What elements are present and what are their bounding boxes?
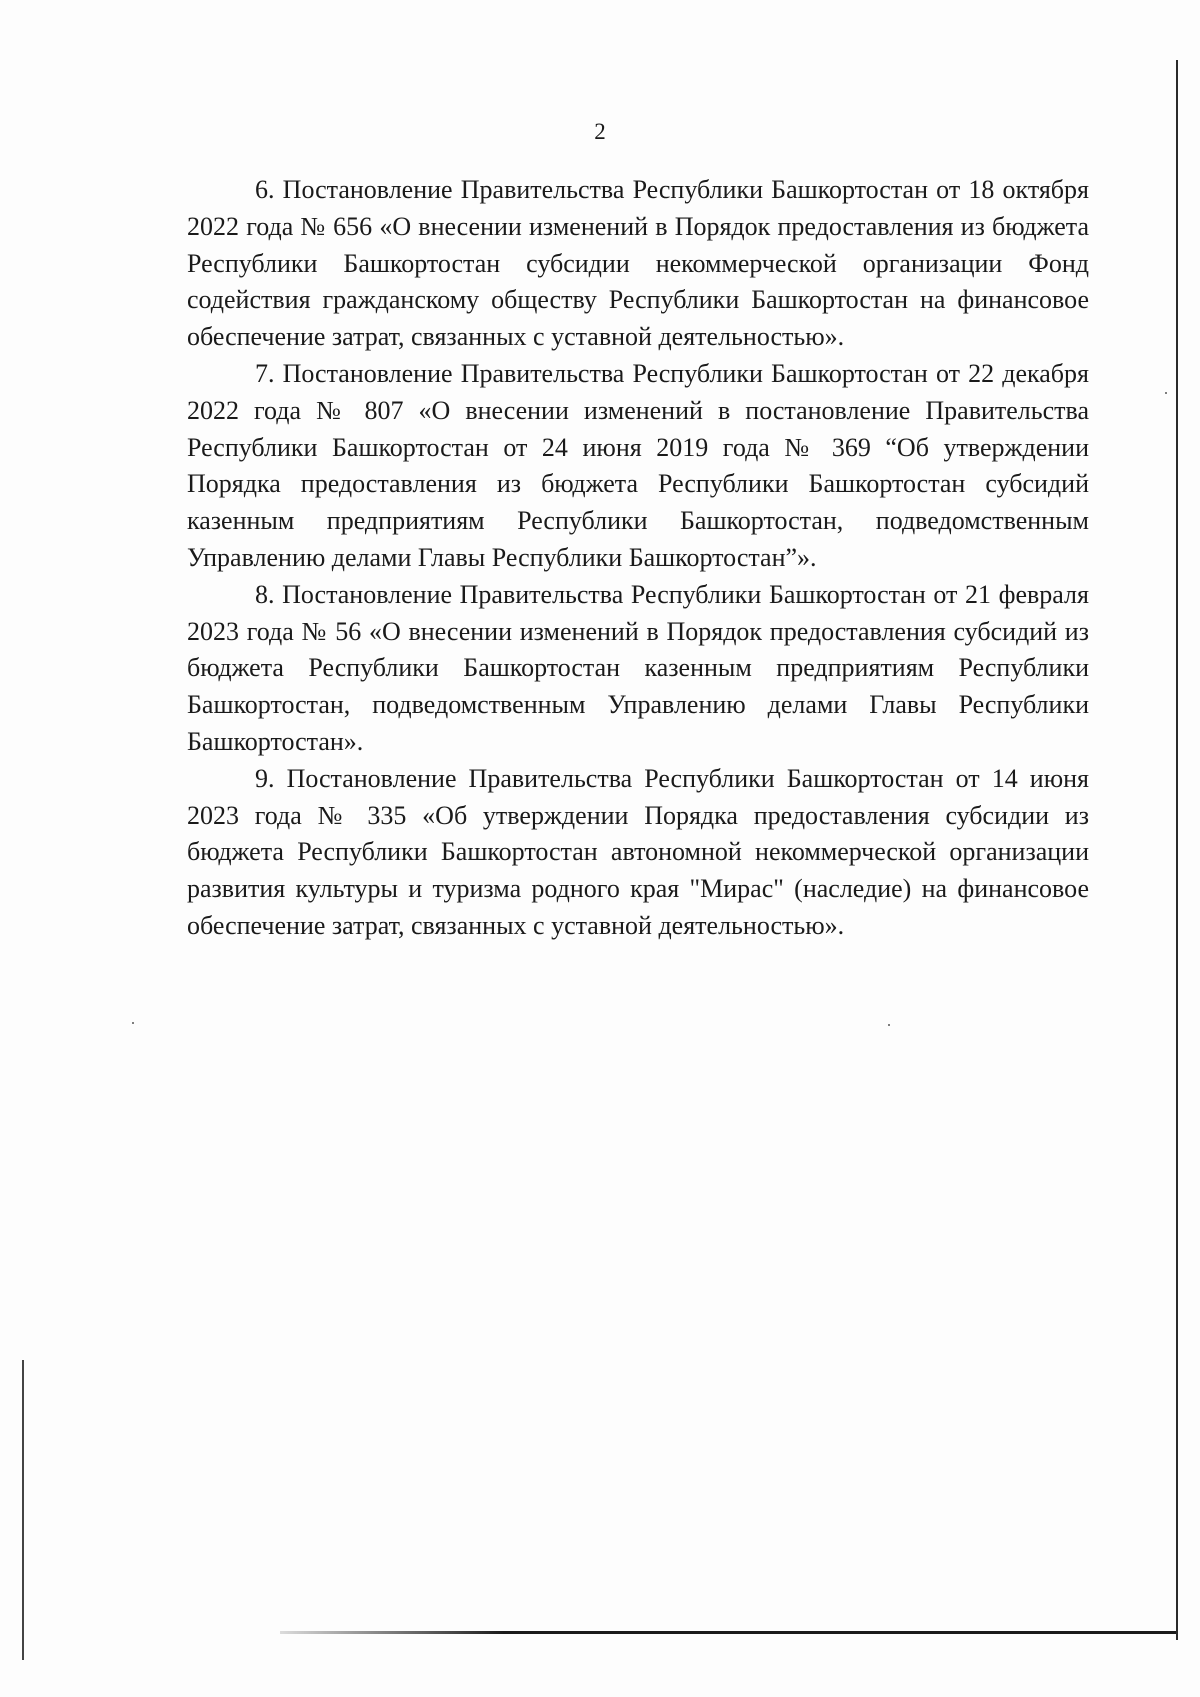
scan-edge-left	[22, 1360, 24, 1660]
scan-edge-bottom	[280, 1631, 1176, 1634]
paragraph-item-7: 7. Постановление Правительства Республики Башкортостан от 22 декабря 2022 года № 807 «О внесении изменений в постановление Правительства Республики Башкортостан от 24 июня 2019 года № 369 “Об утверждении Порядка предоставления из бюджета Республики Башкортостан субсидий казенным предприятиям Республики Башкортостан, подведомственным Управлению делами Главы Республики Башкортостан”».	[187, 358, 1089, 572]
scan-speck	[132, 1022, 134, 1024]
page-number: 2	[594, 119, 606, 144]
paragraph-item-6: 6. Постановление Правительства Республики Башкортостан от 18 октября 2022 года № 656 «О внесении изменений в Порядок предоставления из бюджета Республики Башкортостан субсидии некоммерческой организации Фонд содействия гражданскому обществу Республики Башкортостан на финансовое обеспечение затрат, связанных с уставной деятельностью».	[187, 175, 1089, 352]
scan-edge-right	[1176, 60, 1178, 1640]
paragraph-item-8: 8. Постановление Правительства Республики Башкортостан от 21 февраля 2023 года № 56 «О внесении изменений в Порядок предоставления субсидий из бюджета Республики Башкортостан казенным предприятиям Республики Башкортостан, подведомственным Управлению делами Главы Республики Башкортостан».	[187, 579, 1089, 756]
document-body	[187, 172, 1089, 945]
scan-speck	[1165, 392, 1167, 394]
paragraph-item-9: 9. Постановление Правительства Республики Башкортостан от 14 июня 2023 года № 335 «Об утверждении Порядка предоставления субсидии из бюджета Республики Башкортостан автономной некоммерческой организации развития культуры и туризма родного края "Мирас" (наследие) на финансовое обеспечение затрат, связанных с уставной деятельностью».	[187, 763, 1089, 940]
scan-speck	[888, 1024, 890, 1026]
